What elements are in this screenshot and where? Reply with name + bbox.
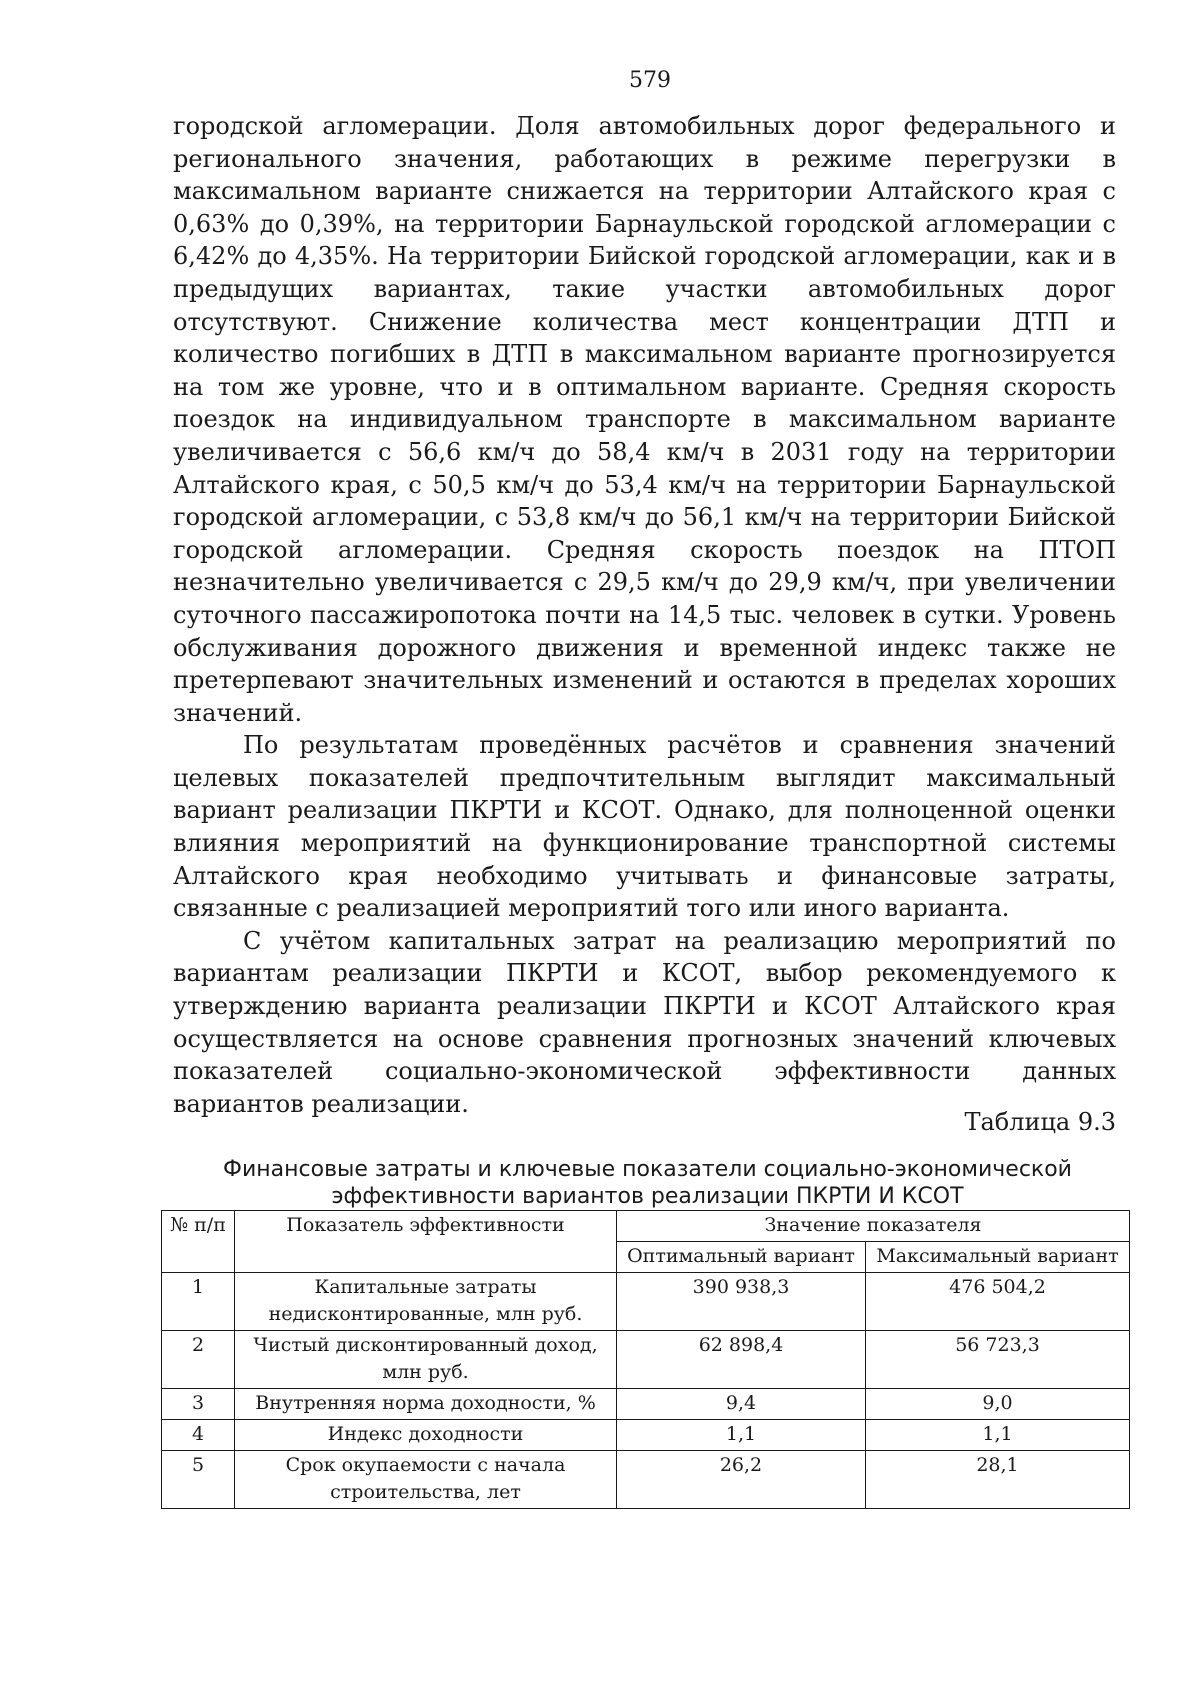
cell-no: 3 bbox=[162, 1389, 235, 1420]
paragraph-1: городской агломерации. Доля автомобильных дорог федерального и регионального значения, работающих в режиме перегрузки в максимальном варианте снижается на территории Алтайского края с 0,63% до 0,39%, на территории Барнаульской городской агломерации с 6,42% до 4,35%. На территории Бийской городской агломерации, как и в предыдущих вариантах, такие участки автомобильных дорог отсутствуют. Снижение количества мест концентрации ДТП и количество погибших в ДТП в максимальном варианте прогнозируется на том же уровне, что и в оптимальном варианте. Средняя скорость поездок на индивидуальном транспорте в максимальном варианте увеличивается с 56,6 км/ч до 58,4 км/ч в 2031 году на территории Алтайского края, с 50,5 км/ч до 53,4 км/ч на территории Барнаульской городской агломерации, с 53,8 км/ч до 56,1 км/ч на территории Бийской городской агломерации. Средняя скорость поездок на ПТОП незначительно увеличивается с 29,5 км/ч до 29,9 км/ч, при увеличении суточного пассажиропотока почти на 14,5 тыс. человек в сутки. Уровень обслуживания дорожного движения и временной индекс также не претерпевают значительных изменений и остаются в пределах хороших значений. bbox=[173, 112, 1116, 727]
cell-indicator: Капитальные затраты недисконтированные, млн руб. bbox=[235, 1273, 617, 1331]
table-row bbox=[162, 1331, 1130, 1389]
table-row bbox=[162, 1389, 1130, 1420]
cell-optimal: 1,1 bbox=[617, 1420, 866, 1451]
table-header-row bbox=[162, 1211, 1130, 1242]
cell-no: 5 bbox=[162, 1451, 235, 1509]
header-value: Значение показателя bbox=[617, 1211, 1130, 1242]
header-maximal: Максимальный вариант bbox=[866, 1242, 1130, 1273]
cell-optimal: 62 898,4 bbox=[617, 1331, 866, 1389]
paragraph-3: С учётом капитальных затрат на реализацию мероприятий по вариантам реализации ПКРТИ и КСОТ, выбор рекомендуемого к утверждению варианта реализации ПКРТИ и КСОТ Алтайского края осуществляется на основе сравнения прогнозных значений ключевых показателей социально-экономической эффективности данных вариантов реализации. bbox=[173, 926, 1116, 1118]
cell-indicator: Внутренняя норма доходности, % bbox=[235, 1389, 617, 1420]
cell-optimal: 26,2 bbox=[617, 1451, 866, 1509]
header-no: № п/п bbox=[162, 1211, 235, 1273]
cell-indicator: Срок окупаемости с начала строительства, лет bbox=[235, 1451, 617, 1509]
cell-optimal: 390 938,3 bbox=[617, 1273, 866, 1331]
cell-indicator: Индекс доходности bbox=[235, 1420, 617, 1451]
cell-maximal: 9,0 bbox=[866, 1389, 1130, 1420]
table-row bbox=[162, 1451, 1130, 1509]
header-optimal: Оптимальный вариант bbox=[617, 1242, 866, 1273]
table-row bbox=[162, 1420, 1130, 1451]
header-indicator: Показатель эффективности bbox=[235, 1211, 617, 1273]
table-title: Финансовые затраты и ключевые показатели социально-экономической эффективности вариантов реализации ПКРТИ И КСОТ bbox=[223, 1157, 1072, 1209]
body-text bbox=[173, 110, 1116, 1120]
cell-indicator: Чистый дисконтированный доход, млн руб. bbox=[235, 1331, 617, 1389]
table-row bbox=[162, 1273, 1130, 1331]
cell-maximal: 1,1 bbox=[866, 1420, 1130, 1451]
cell-optimal: 9,4 bbox=[617, 1389, 866, 1420]
table-caption: Таблица 9.3 bbox=[964, 1108, 1116, 1136]
cell-maximal: 28,1 bbox=[866, 1451, 1130, 1509]
page-number: 579 bbox=[629, 68, 671, 93]
indicators-table bbox=[161, 1210, 1130, 1509]
paragraph-2: По результатам проведённых расчётов и сравнения значений целевых показателей предпочтительным выглядит максимальный вариант реализации ПКРТИ и КСОТ. Однако, для полноценной оценки влияния мероприятий на функционирование транспортной системы Алтайского края необходимо учитывать и финансовые затраты, связанные с реализацией мероприятий того или иного варианта. bbox=[173, 731, 1116, 923]
cell-no: 4 bbox=[162, 1420, 235, 1451]
cell-maximal: 56 723,3 bbox=[866, 1331, 1130, 1389]
cell-maximal: 476 504,2 bbox=[866, 1273, 1130, 1331]
cell-no: 1 bbox=[162, 1273, 235, 1331]
cell-no: 2 bbox=[162, 1331, 235, 1389]
